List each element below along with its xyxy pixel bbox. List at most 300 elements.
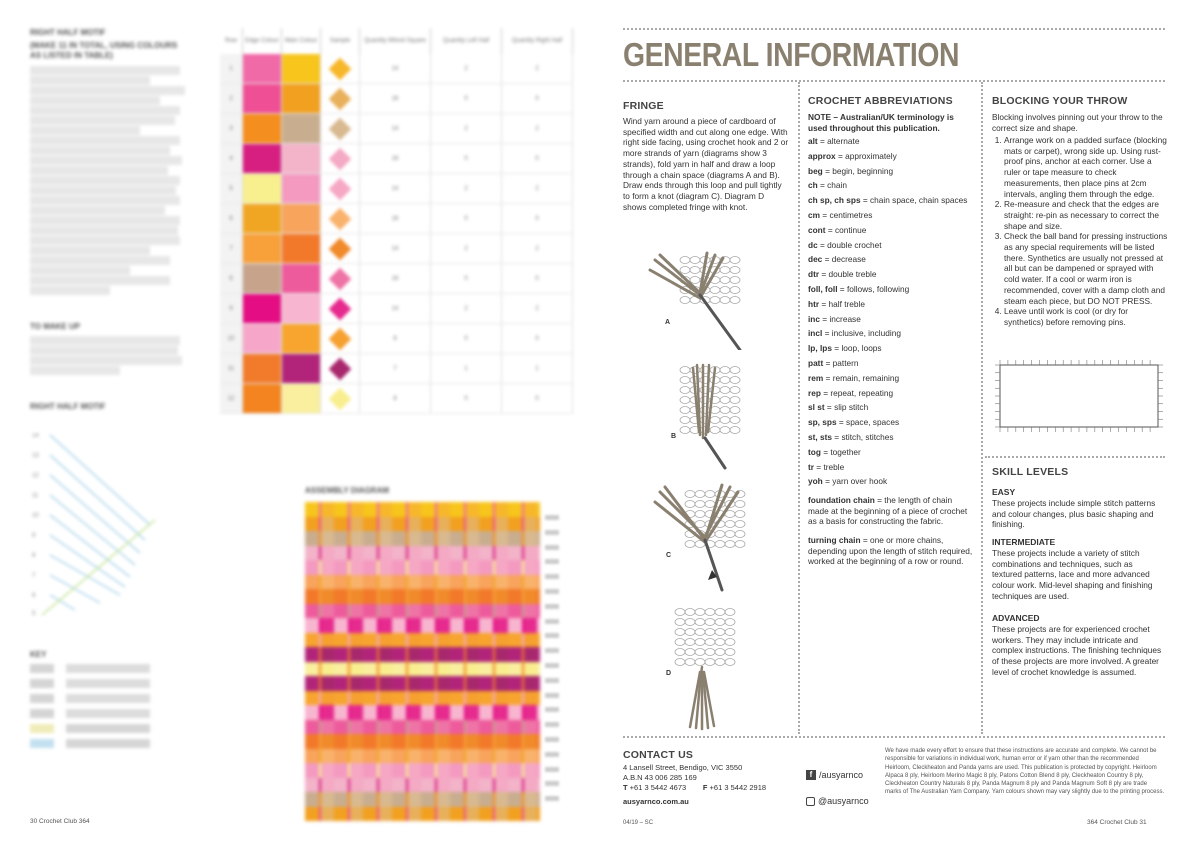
sample-cell bbox=[321, 234, 360, 264]
sample-cell bbox=[321, 114, 360, 144]
sample-diamond bbox=[329, 147, 352, 170]
colour-swatch bbox=[282, 384, 321, 414]
table-cell: 0 bbox=[502, 384, 573, 414]
abbreviation-item bbox=[808, 326, 978, 341]
assembly-band bbox=[305, 662, 540, 677]
assembly-row-label bbox=[545, 648, 559, 653]
table-cell: 7 bbox=[220, 234, 243, 264]
table-cell: 0 bbox=[431, 84, 502, 114]
table-cell: 8 bbox=[360, 324, 431, 354]
sample-diamond bbox=[329, 117, 352, 140]
abbreviation-term: cm bbox=[808, 209, 820, 220]
column-divider-2 bbox=[981, 82, 983, 734]
blocking-pinned-throw-diagram bbox=[995, 355, 1165, 440]
footer-divider bbox=[623, 736, 1165, 738]
sample-diamond bbox=[329, 57, 352, 80]
abbreviation-term: dtr bbox=[808, 269, 820, 280]
table-cell: 0 bbox=[431, 324, 502, 354]
sample-diamond bbox=[329, 387, 352, 410]
abbreviation-term: lp, lps bbox=[808, 343, 832, 354]
assembly-row-label bbox=[545, 722, 559, 727]
phone-number: +61 3 5442 4673 bbox=[627, 783, 687, 792]
colour-swatch bbox=[282, 294, 321, 324]
sample-cell bbox=[321, 294, 360, 324]
table-cell: 14 bbox=[360, 294, 431, 324]
table-cell: 2 bbox=[502, 234, 573, 264]
table-cell: 2 bbox=[502, 174, 573, 204]
assembly-row-label bbox=[545, 633, 559, 638]
assembly-band bbox=[305, 546, 540, 561]
abbreviation-term: ch sp, ch sps bbox=[808, 195, 861, 206]
abbreviation-item bbox=[808, 430, 978, 445]
abbreviation-item bbox=[808, 164, 978, 179]
svg-text:13: 13 bbox=[32, 453, 39, 459]
sample-diamond bbox=[329, 87, 352, 110]
colour-swatch bbox=[243, 384, 282, 414]
abbreviation-term: ch bbox=[808, 180, 818, 191]
table-cell: 5 bbox=[220, 174, 243, 204]
abbreviation-item bbox=[808, 341, 978, 356]
abbreviation-item bbox=[808, 193, 978, 208]
assembly-row-label bbox=[545, 545, 559, 550]
abbreviation-definition: = chain bbox=[817, 180, 847, 191]
abbreviation-item bbox=[808, 460, 978, 475]
table-row bbox=[220, 204, 573, 234]
assembly-band bbox=[305, 560, 540, 575]
table-header-cell: Quantity Right Half bbox=[502, 28, 573, 54]
motif-heading: RIGHT HALF MOTIF bbox=[30, 28, 106, 37]
instagram-icon bbox=[806, 797, 815, 806]
fringe-diagram-d bbox=[660, 602, 750, 732]
facebook-handle: /ausyarnco bbox=[819, 770, 864, 780]
colour-swatch bbox=[243, 204, 282, 234]
table-header-cell: Edge Colour bbox=[243, 28, 282, 54]
assembly-band bbox=[305, 749, 540, 764]
table-cell: 12 bbox=[220, 384, 243, 414]
sample-diamond bbox=[329, 357, 352, 380]
colour-swatch bbox=[282, 174, 321, 204]
sample-cell bbox=[321, 54, 360, 84]
abbreviation-definition: = follows, following bbox=[837, 283, 910, 294]
table-cell: 14 bbox=[360, 114, 431, 144]
top-divider bbox=[623, 28, 1165, 30]
sample-diamond bbox=[329, 327, 352, 350]
colour-swatch bbox=[282, 204, 321, 234]
table-header-cell: Main Colour bbox=[282, 28, 321, 54]
blocking-intro: Blocking involves pinning out your throw to the correct size and shape. bbox=[992, 112, 1163, 133]
blocking-step: 3. Check the ball band for pressing instructions as any special requirements will be listed there. Synthetics are usually not pressed at all but can be dampened or sprayed with cold water. If a cool or warm iron is recommended, cover with a damp cloth and steam each piece, but DO NOT PRESS. bbox=[1004, 231, 1168, 306]
table-row bbox=[220, 174, 573, 204]
publication-code: 04/19 – SC bbox=[623, 820, 654, 826]
assembly-band bbox=[305, 720, 540, 735]
mini-chart-heading: RIGHT HALF MOTIF bbox=[30, 402, 106, 411]
colour-swatch bbox=[243, 174, 282, 204]
assembly-row-label bbox=[545, 707, 559, 712]
table-header-cell: Sample bbox=[321, 28, 360, 54]
abbreviation-definition: = pattern bbox=[823, 357, 859, 368]
table-cell: 2 bbox=[431, 174, 502, 204]
table-cell: 16 bbox=[360, 144, 431, 174]
table-row bbox=[220, 264, 573, 294]
motif-instructions bbox=[30, 66, 190, 296]
abbreviation-item bbox=[808, 282, 978, 297]
abbreviation-definition: = double treble bbox=[819, 269, 877, 280]
assembly-band bbox=[305, 778, 540, 793]
svg-text:5: 5 bbox=[32, 611, 36, 617]
abbreviation-term: rep bbox=[808, 387, 821, 398]
disclaimer: We have made every effort to ensure that these instructions are accurate and complete. We cannot be responsible for variations in individual work, human error or if yarn other than the recommended Heirloom, Cleckheaton and Panda yarns are used. This publication is protected by copyright. Heirloom Alpaca 8 ply, Heirloom Merino Magic 8 ply, Patons Cotton Blend 8 ply, Cleckheaton Country 8 ply, Cleckheaton Country Naturals 8 ply, Panda Magnum 8 ply and Panda Magnum Soft 8 ply are trade marks of The Australian Yarn Company. Yarn colours shown may vary slightly due to the printing process. bbox=[885, 748, 1165, 796]
colour-swatch bbox=[243, 234, 282, 264]
table-cell: 8 bbox=[360, 384, 431, 414]
table-row bbox=[220, 234, 573, 264]
fringe-diagram-b bbox=[655, 360, 755, 470]
colour-swatch bbox=[282, 84, 321, 114]
colour-swatch bbox=[282, 234, 321, 264]
fringe-heading: FRINGE bbox=[623, 100, 664, 112]
abbreviation-item bbox=[808, 356, 978, 371]
facebook-link[interactable] bbox=[806, 770, 863, 780]
table-cell: 0 bbox=[431, 264, 502, 294]
skill-divider bbox=[985, 456, 1165, 458]
table-cell: 16 bbox=[360, 264, 431, 294]
table-cell: 3 bbox=[220, 114, 243, 144]
table-cell: 0 bbox=[431, 204, 502, 234]
assembly-heading: ASSEMBLY DIAGRAM bbox=[305, 486, 390, 495]
skill-advanced-label: ADVANCED bbox=[992, 613, 1040, 623]
colour-swatch bbox=[282, 144, 321, 174]
assembly-diagram bbox=[305, 502, 540, 822]
table-row bbox=[220, 354, 573, 384]
abbreviations-note: NOTE – Australian/UK terminology is used throughout this publication. bbox=[808, 112, 954, 133]
colour-swatch bbox=[243, 114, 282, 144]
skill-easy-text: These projects include simple stitch patterns and colour changes, plus basic shaping and finishing. bbox=[992, 498, 1156, 530]
table-cell: 0 bbox=[431, 144, 502, 174]
svg-text:10: 10 bbox=[32, 513, 39, 519]
table-row bbox=[220, 324, 573, 354]
blocking-step: 4. Leave until work is cool (or dry for synthetics) before removing pins. bbox=[1004, 306, 1168, 327]
abbreviation-definition: = remain, remaining bbox=[823, 372, 900, 383]
abbreviation-term: sl st bbox=[808, 402, 825, 413]
abbreviation-item bbox=[808, 297, 978, 312]
assembly-row-label bbox=[545, 619, 559, 624]
fax-label: F bbox=[702, 783, 708, 792]
diagram-label-b: B bbox=[671, 433, 677, 440]
table-cell: 0 bbox=[502, 144, 573, 174]
table-cell: 14 bbox=[360, 234, 431, 264]
table-row bbox=[220, 114, 573, 144]
colour-swatch bbox=[243, 144, 282, 174]
right-page bbox=[595, 0, 1191, 842]
table-cell: 2 bbox=[502, 294, 573, 324]
abbreviation-definition: = continue bbox=[825, 224, 867, 235]
page-title: GENERAL INFORMATION bbox=[623, 36, 960, 73]
abbreviation-definition: = together bbox=[820, 446, 861, 457]
table-row bbox=[220, 294, 573, 324]
abbreviation-term: rem bbox=[808, 372, 824, 383]
table-header-cell: Quantity Left Half bbox=[431, 28, 502, 54]
table-cell: 0 bbox=[502, 84, 573, 114]
assembly-row-label bbox=[545, 574, 559, 579]
abbreviation-definition: = begin, beginning bbox=[822, 165, 894, 176]
key-heading: KEY bbox=[30, 650, 47, 659]
blocking-step: 1. Arrange work on a padded surface (blocking mats or carpet), wrong side up. Using rust-proof pins, anchor at each corner. Use a ruler or tape measure to check measurements, then place pins at 2cm intervals, angling them through the edge. bbox=[1004, 135, 1168, 199]
abbreviation-item bbox=[808, 415, 978, 430]
colour-swatch bbox=[282, 324, 321, 354]
abbreviations-heading: CROCHET ABBREVIATIONS bbox=[808, 95, 953, 107]
abbreviation-definition: = space, spaces bbox=[836, 417, 900, 428]
abbreviation-item bbox=[808, 238, 978, 253]
abbreviation-item bbox=[808, 371, 978, 386]
colour-swatch bbox=[282, 354, 321, 384]
abbreviation-item bbox=[808, 386, 978, 401]
abbreviation-item bbox=[808, 223, 978, 238]
contact-phones bbox=[623, 783, 823, 793]
assembly-band bbox=[305, 633, 540, 648]
table-cell: 0 bbox=[431, 384, 502, 414]
left-page-footer: 30 Crochet Club 364 bbox=[30, 818, 90, 825]
assembly-band bbox=[305, 502, 540, 517]
abbreviation-definition: = centimetres bbox=[820, 209, 873, 220]
table-row bbox=[220, 54, 573, 84]
instagram-link[interactable] bbox=[806, 796, 869, 806]
abbreviation-item bbox=[808, 252, 978, 267]
abbreviation-term: patt bbox=[808, 357, 824, 368]
colour-swatch bbox=[243, 54, 282, 84]
assembly-band bbox=[305, 676, 540, 691]
sample-diamond bbox=[329, 177, 352, 200]
colour-swatch bbox=[243, 324, 282, 354]
abbreviation-term: foll, foll bbox=[808, 283, 838, 294]
assembly-band bbox=[305, 763, 540, 778]
assembly-band bbox=[305, 531, 540, 546]
table-cell: 1 bbox=[502, 354, 573, 384]
colour-swatch bbox=[282, 114, 321, 144]
assembly-row-label bbox=[545, 530, 559, 535]
assembly-row-label bbox=[545, 678, 559, 683]
abbreviation-definition: = chain space, chain spaces bbox=[860, 195, 968, 206]
table-cell: 2 bbox=[431, 234, 502, 264]
sample-cell bbox=[321, 384, 360, 414]
skill-advanced-text: These projects are for experienced crochet workers. They may include intricate and complex instructions. The finishing techniques of these projects are more involved. A greater level of crochet knowledge is assumed. bbox=[992, 624, 1162, 677]
abbreviation-definition: = stitch, stitches bbox=[831, 431, 894, 442]
diagram-label-c: C bbox=[666, 552, 672, 559]
sample-diamond bbox=[329, 237, 352, 260]
abbreviation-definition: = double crochet bbox=[817, 239, 882, 250]
abbreviation-term: yoh bbox=[808, 476, 823, 487]
skill-easy-label: EASY bbox=[992, 487, 1016, 497]
table-cell: 16 bbox=[360, 204, 431, 234]
table-cell: 2 bbox=[502, 114, 573, 144]
foundation-chain-definition bbox=[808, 495, 974, 527]
abbreviation-term: cont bbox=[808, 224, 826, 235]
abbreviation-term: tr bbox=[808, 461, 814, 472]
phone-label: T bbox=[623, 783, 628, 792]
table-cell: 14 bbox=[360, 174, 431, 204]
table-cell: 6 bbox=[220, 204, 243, 234]
table-cell: 8 bbox=[220, 264, 243, 294]
colour-swatch bbox=[243, 264, 282, 294]
assembly-row-label bbox=[545, 737, 559, 742]
table-cell: 4 bbox=[220, 144, 243, 174]
blocking-step: 2. Re-measure and check that the edges are straight: re-pin as necessary to correct the shape and size. bbox=[1004, 199, 1168, 231]
instagram-handle: @ausyarnco bbox=[818, 796, 869, 806]
svg-text:14: 14 bbox=[32, 433, 39, 439]
website-link[interactable]: ausyarnco.com.au bbox=[623, 797, 689, 806]
assembly-band bbox=[305, 517, 540, 532]
abbreviation-definition: = increase bbox=[820, 313, 861, 324]
contact-address: 4 Lansell Street, Bendigo, VIC 3550 bbox=[623, 763, 743, 772]
table-cell: 2 bbox=[220, 84, 243, 114]
abbreviation-item bbox=[808, 267, 978, 282]
assembly-band bbox=[305, 575, 540, 590]
assembly-row-label bbox=[545, 589, 559, 594]
foundation-chain-text: = the length of chain made at the beginning of a piece of crochet as a basis for constructing the fabric. bbox=[808, 495, 968, 527]
contact-heading: CONTACT US bbox=[623, 749, 694, 761]
table-cell: 2 bbox=[502, 54, 573, 84]
sample-cell bbox=[321, 84, 360, 114]
assembly-row-label bbox=[545, 663, 559, 668]
turning-chain-term: turning chain bbox=[808, 535, 861, 545]
diagram-label-a: A bbox=[665, 319, 671, 326]
abbreviation-item bbox=[808, 178, 978, 193]
colour-swatch bbox=[243, 294, 282, 324]
abbreviation-definition: = loop, loops bbox=[831, 343, 882, 354]
assembly-band bbox=[305, 807, 540, 822]
abbreviation-definition: = half treble bbox=[819, 298, 865, 309]
table-cell: 2 bbox=[431, 294, 502, 324]
abbreviation-term: inc bbox=[808, 313, 820, 324]
abbreviation-term: htr bbox=[808, 298, 820, 309]
table-cell: 16 bbox=[360, 84, 431, 114]
abbreviation-definition: = approximately bbox=[835, 150, 897, 161]
table-cell: 2 bbox=[431, 114, 502, 144]
table-cell: 7 bbox=[360, 354, 431, 384]
abbreviation-definition: = yarn over hook bbox=[822, 476, 888, 487]
abbreviation-definition: = inclusive, including bbox=[822, 328, 901, 339]
abbreviation-item bbox=[808, 312, 978, 327]
abbreviation-term: sp, sps bbox=[808, 417, 837, 428]
svg-text:6: 6 bbox=[32, 593, 36, 599]
colour-swatch bbox=[282, 264, 321, 294]
sample-cell bbox=[321, 354, 360, 384]
assembly-row-label bbox=[545, 604, 559, 609]
motif-stitch-chart bbox=[30, 425, 160, 620]
svg-text:7: 7 bbox=[32, 573, 36, 579]
assembly-band bbox=[305, 705, 540, 720]
table-cell: 9 bbox=[220, 294, 243, 324]
turning-chain-definition bbox=[808, 535, 974, 567]
sample-cell bbox=[321, 324, 360, 354]
abbreviation-term: alt bbox=[808, 136, 818, 146]
abbreviation-item bbox=[808, 445, 978, 460]
motif-subheading: (MAKE 11 IN TOTAL, USING COLOURS AS LISTED IN TABLE) bbox=[30, 41, 178, 60]
table-cell: 1 bbox=[220, 54, 243, 84]
abbreviation-term: tog bbox=[808, 446, 821, 457]
title-divider bbox=[623, 80, 1165, 82]
sample-diamond bbox=[329, 207, 352, 230]
abbreviations-list bbox=[808, 134, 978, 489]
table-row bbox=[220, 144, 573, 174]
assembly-band bbox=[305, 618, 540, 633]
assembly-band bbox=[305, 792, 540, 807]
right-page-footer: 364 Crochet Club 31 bbox=[1087, 819, 1147, 826]
skill-intermediate-label: INTERMEDIATE bbox=[992, 537, 1056, 547]
sample-cell bbox=[321, 174, 360, 204]
table-cell: 0 bbox=[502, 204, 573, 234]
assembly-row-label bbox=[545, 693, 559, 698]
to-make-up-heading: TO MAKE UP bbox=[30, 322, 81, 331]
abbreviation-term: incl bbox=[808, 328, 823, 339]
table-cell: 2 bbox=[431, 54, 502, 84]
foundation-chain-term: foundation chain bbox=[808, 495, 875, 505]
assembly-row-label bbox=[545, 781, 559, 786]
colour-swatch bbox=[282, 54, 321, 84]
sample-diamond bbox=[329, 297, 352, 320]
svg-text:11: 11 bbox=[32, 493, 39, 499]
skill-intermediate-text: These projects include a variety of stitch combinations and techniques, such as textured patterns, lace and more advanced colour work. Mid-level shaping and finishing techniques are used. bbox=[992, 548, 1153, 601]
abbreviation-definition: = decrease bbox=[822, 254, 866, 265]
abbreviation-item bbox=[808, 149, 978, 164]
fringe-diagram-c bbox=[650, 482, 760, 592]
colour-swatch bbox=[243, 354, 282, 384]
abbreviation-term: dc bbox=[808, 239, 818, 250]
blocking-heading: BLOCKING YOUR THROW bbox=[992, 95, 1128, 107]
skill-levels-heading: SKILL LEVELS bbox=[992, 466, 1069, 478]
abbreviation-item bbox=[808, 474, 978, 489]
abbreviation-term: st, sts bbox=[808, 431, 832, 442]
abbreviation-definition: = alternate bbox=[817, 136, 860, 146]
key-list bbox=[30, 664, 150, 754]
table-cell: 0 bbox=[502, 324, 573, 354]
abbreviation-item bbox=[808, 400, 978, 415]
sample-cell bbox=[321, 204, 360, 234]
table-row bbox=[220, 384, 573, 414]
abbreviation-term: beg bbox=[808, 165, 823, 176]
fax-number: +61 3 5442 2918 bbox=[707, 783, 767, 792]
motif-colour-table bbox=[220, 28, 573, 414]
table-cell: 11 bbox=[220, 354, 243, 384]
sample-diamond bbox=[329, 267, 352, 290]
sample-cell bbox=[321, 264, 360, 294]
abbreviation-term: approx bbox=[808, 150, 836, 161]
contact-abn: A.B.N 43 006 285 169 bbox=[623, 773, 697, 782]
abbreviation-definition: = slip stitch bbox=[824, 402, 869, 413]
abbreviation-item bbox=[808, 208, 978, 223]
colour-swatch bbox=[243, 84, 282, 114]
table-header-cell: Row bbox=[220, 28, 243, 54]
column-divider-1 bbox=[798, 82, 800, 734]
abbreviation-term: dec bbox=[808, 254, 823, 265]
table-cell: 10 bbox=[220, 324, 243, 354]
table-cell: 1 bbox=[431, 354, 502, 384]
assembly-band bbox=[305, 604, 540, 619]
assembly-row-label bbox=[545, 796, 559, 801]
table-cell: 14 bbox=[360, 54, 431, 84]
assembly-band bbox=[305, 691, 540, 706]
table-cell: 0 bbox=[502, 264, 573, 294]
sample-cell bbox=[321, 144, 360, 174]
to-make-up-text bbox=[30, 336, 190, 376]
assembly-band bbox=[305, 647, 540, 662]
turning-chain-text: = one or more chains, depending upon the length of stitch required, worked at the beginning of a row or round. bbox=[808, 535, 973, 567]
assembly-row-label bbox=[545, 515, 559, 520]
table-header-cell: Quantity Mitred Square bbox=[360, 28, 431, 54]
assembly-band bbox=[305, 589, 540, 604]
assembly-row-label bbox=[545, 752, 559, 757]
abbreviation-definition: = treble bbox=[814, 461, 845, 472]
abbreviation-definition: = repeat, repeating bbox=[820, 387, 894, 398]
facebook-icon: f bbox=[806, 770, 816, 780]
